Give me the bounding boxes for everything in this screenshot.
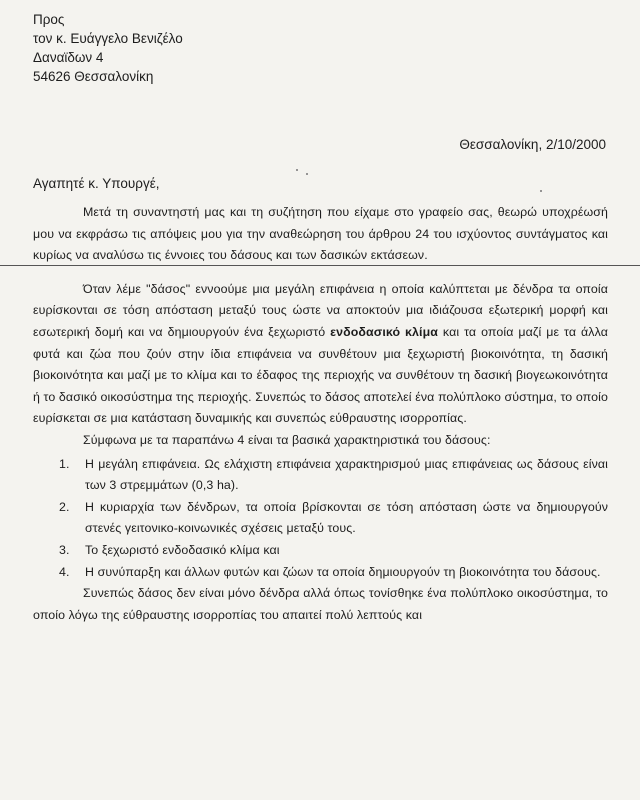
characteristics-list [33,454,608,584]
paragraph-intro: Μετά τη συναντηστή μας και τη συζήτηση που είχαμε στο γραφείο σας, θεωρώ υποχρέωσή μου να εκφράσω τις απόψεις μου για την αναθεώρηση του άρθρου 24 του ισχύοντος συντάγματος και κυρίως να αναλύσω τις έννοιες του δάσους και των δασικών εκτάσεων. [33,205,608,263]
scan-speck [540,190,542,192]
list-text: Η κυριαρχία των δένδρων, τα οποία βρίσκονται σε τόση απόσταση ώστε να δημιουργούν στενές γειτονικο-κοινωνικές σχέσεις μεταξύ τους. [85,499,608,536]
list-number: 4. [59,564,70,579]
address-line-city: 54626 Θεσσαλονίκη [33,69,154,84]
list-item [33,540,608,562]
paragraph-characteristics-intro: Σύμφωνα με τα παραπάνω 4 είναι τα βασικά χαρακτηριστικά του δάσους: [83,432,491,447]
scan-speck [306,173,308,175]
list-text: Η μεγάλη επιφάνεια. Ως ελάχιστη επιφάνεια χαρακτηρισμού μιας επιφάνειας ως δάσους είναι των 3 στρεμμάτων (0,3 ha). [85,456,608,493]
address-line-street: Δαναϊδων 4 [33,50,104,65]
list-text: Η συνύπαρξη και άλλων φυτών και ζώων τα οποία δημιουργούν τη βιοκοινότητα του δάσους. [85,564,601,579]
list-number: 2. [59,499,70,514]
address-line-name: τον κ. Ευάγγελο Βενιζέλο [33,31,183,46]
emphasis-text: ενδοδασικό κλίμα [330,324,438,339]
list-number: 3. [59,542,70,557]
recipient-address [33,10,183,86]
salutation: Αγαπητέ κ. Υπουργέ, [33,176,160,191]
list-number: 1. [59,456,70,471]
list-item [33,497,608,540]
list-text: Το ξεχωριστό ενδοδασικό κλίμα και [85,542,280,557]
paragraph-text: Όταν λέμε "δάσος" εννοούμε μια μεγάλη επιφάνεια η οποία καλύπτεται με δένδρα τα οποία ευρίσκονται σε τόση απόσταση μεταξύ τους ώστε να αποκτούν μια ιδιάζουσα εξωτερική μορφή και εσωτερική δομή και να δημιουργούν ένα ξεχωριστό [33,281,608,339]
scan-speck [296,169,298,171]
list-item [33,454,608,497]
letter-body [33,202,608,626]
letter-date: Θεσσαλονίκη, 2/10/2000 [459,137,606,152]
paragraph-conclusion: Συνεπώς δάσος δεν είναι μόνο δένδρα αλλά όπως τονίσθηκε ένα πολύπλοκο οικοσύστημα, το οποίο λόγω της εύθραυστης ισορροπίας του απαιτεί πολύ λεπτούς και [33,586,608,622]
paragraph-forest-definition [33,279,608,430]
paragraph-text: και τα οποία μαζί με τα άλλα φυτά και ζώα που ζούν στην ίδια επιφάνεια να συνθέτουν μια ξεχωριστή βιοκοινότητα, τη δασική βιοκοινότητα και μαζί με το κλίμα και το έδαφος της περιοχής να συνθέτουν τη δασική βιογεωκοινότητα ή το δασικό οικοσύστημα της περιοχής. Συνεπώς το δάσος αποτελεί ένα πολύπλοκο σύστημα, το οποίο ευρίσκεται σε μια κατάσταση δυναμικής και συνεπώς εύθραυστης ισορροπίας. [33,324,608,426]
address-line-to: Προς [33,12,65,27]
list-item [33,562,608,584]
